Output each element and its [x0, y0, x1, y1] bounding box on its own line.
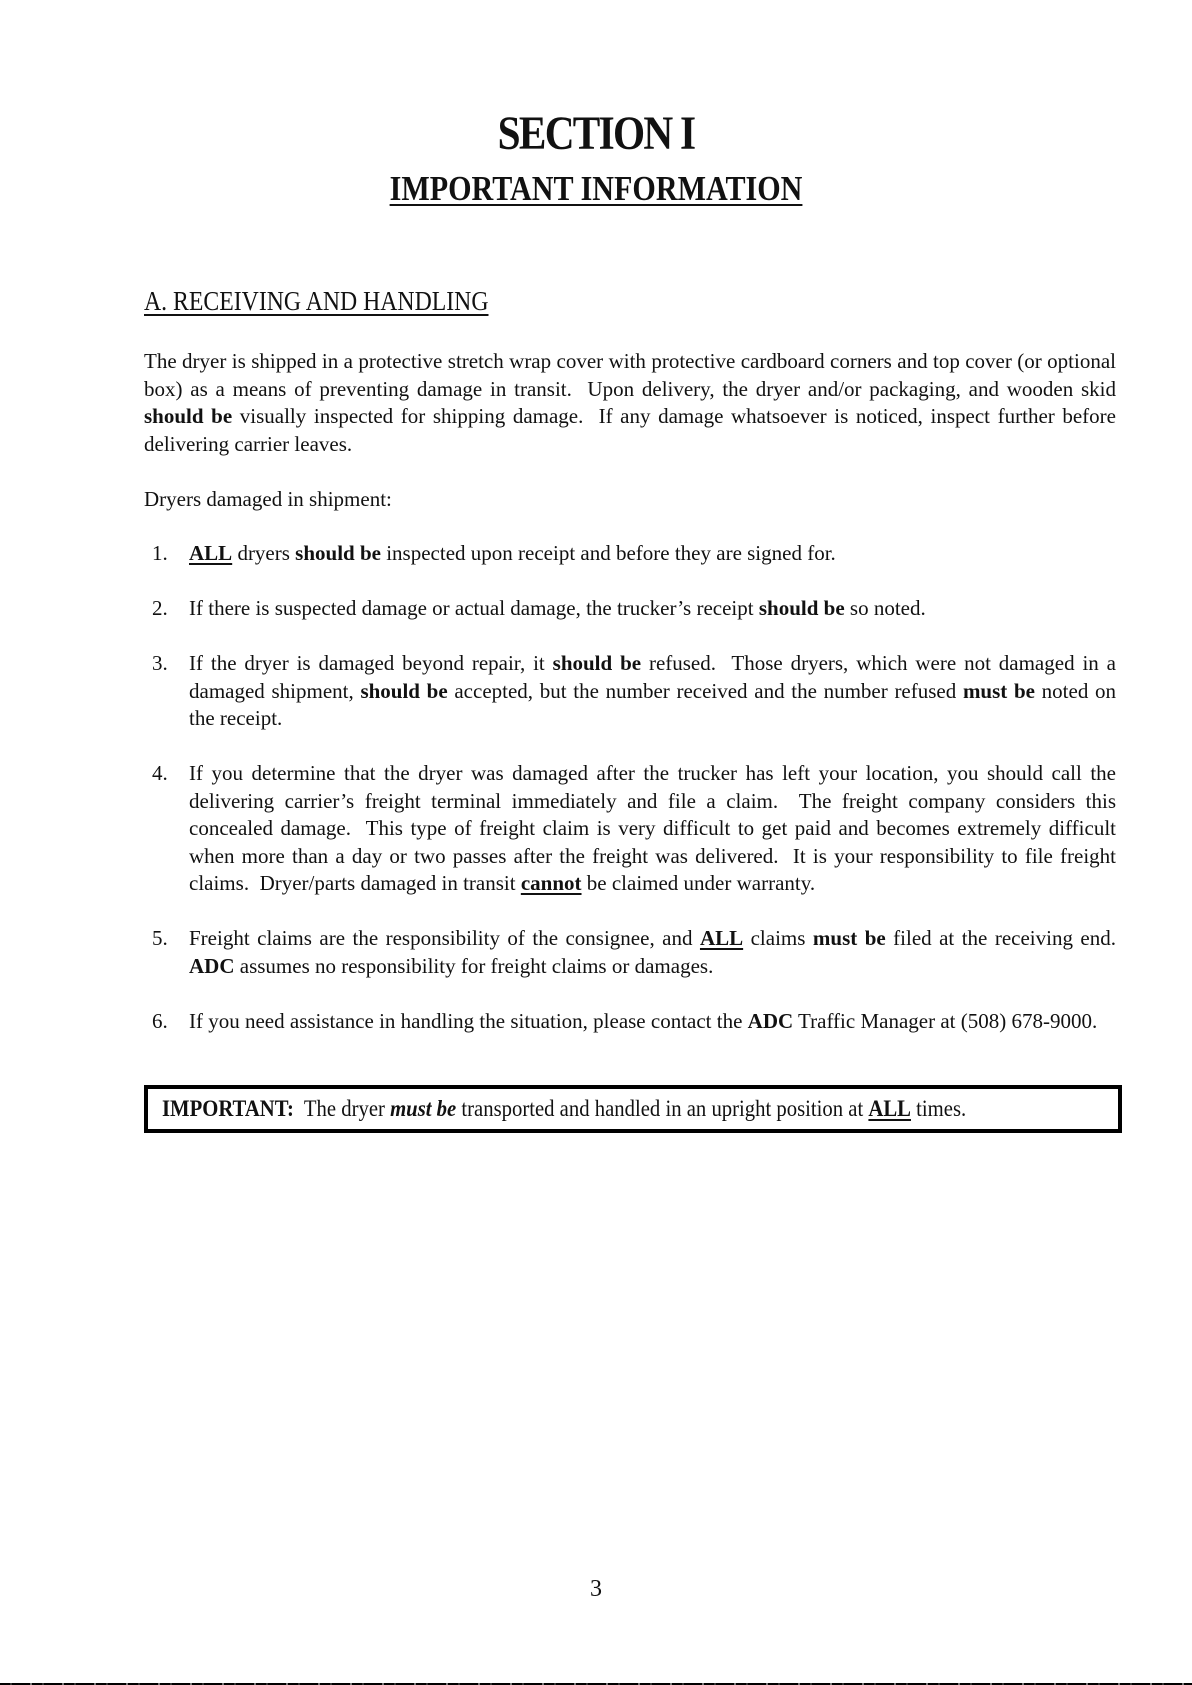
- receiving-handling-heading: A. RECEIVING AND HANDLING: [144, 286, 489, 316]
- text-segment: If the dryer is damaged beyond repair, it: [189, 651, 553, 675]
- list-item: [144, 925, 1127, 980]
- emphasis-text: should be: [360, 678, 448, 703]
- emphasis-text: ADC: [189, 953, 235, 978]
- emphasis-text: ALL: [868, 1096, 911, 1121]
- text-segment: The dryer is shipped in a protective stretch wrap cover with protective cardboard corners and top cover (or optional box) as a means of preventing damage in transit. Upon delivery, the dryer and/or packaging, and wooden skid: [144, 349, 1122, 401]
- page-number: 3: [590, 1576, 602, 1602]
- text-segment: filed at the receiving end.: [885, 926, 1127, 950]
- important-notice-text: [162, 1089, 966, 1129]
- list-item: [144, 595, 1116, 623]
- item-number: 2.: [152, 596, 168, 620]
- text-segment: so noted.: [844, 596, 926, 620]
- text-segment: times.: [910, 1096, 967, 1121]
- damage-instructions-list: [144, 540, 1127, 1063]
- item-text: [189, 761, 1121, 895]
- text-segment: accepted, but the number received and the number refused: [447, 678, 963, 703]
- item-number: 6.: [152, 1008, 168, 1033]
- emphasis-text: ALL: [189, 541, 233, 565]
- item-number: 4.: [152, 761, 168, 785]
- text-segment: If you need assistance in handling the situation, please contact the: [189, 1008, 748, 1033]
- item-number: 1.: [152, 541, 168, 565]
- item-number: 5.: [152, 926, 168, 950]
- emphasis-text: must be: [390, 1096, 457, 1121]
- emphasis-text: must be: [962, 678, 1035, 703]
- item-text: [189, 926, 1127, 978]
- text-segment: The dryer: [293, 1096, 391, 1121]
- text-segment: claims: [743, 926, 813, 950]
- section-subtitle: [0, 168, 1192, 210]
- subtitle-text: IMPORTANT INFORMATION: [389, 169, 803, 208]
- text-segment: Freight claims are the responsibility of the consignee, and: [189, 926, 700, 950]
- important-message: [294, 1096, 966, 1121]
- text-segment: transported and handled in an upright position at: [456, 1096, 869, 1121]
- emphasis-text: ADC: [747, 1008, 794, 1033]
- emphasis-text: should be: [552, 651, 642, 675]
- text-segment: visually inspected for shipping damage. If any damage whatsoever is noticed, inspect further before delivering carrier leaves.: [144, 404, 1122, 456]
- list-item: [144, 650, 1122, 733]
- text-segment: assumes no responsibility for freight claims or damages.: [234, 953, 714, 978]
- text-segment: If there is suspected damage or actual damage, the trucker’s receipt: [189, 596, 759, 620]
- emphasis-text: must be: [812, 926, 886, 950]
- emphasis-text: cannot: [520, 871, 582, 895]
- text-segment: dryers: [232, 541, 296, 565]
- text-segment: be claimed under warranty.: [581, 871, 816, 895]
- emphasis-text: should be: [295, 541, 381, 565]
- list-item: [144, 760, 1122, 898]
- important-notice-box: [144, 1085, 1122, 1133]
- text-segment: If you determine that the dryer was damaged after the trucker has left your location, you should call the delivering carrier’s freight terminal immediately and file a claim. The freight company considers this concealed damage. This type of freight claim is very difficult to get paid and becomes extremely difficult when more than a day or two passes after the freight was delivered. It is your responsibility to file freight claims. Dryer/parts damaged in transit: [189, 761, 1122, 895]
- list-intro: Dryers damaged in shipment:: [144, 487, 392, 511]
- text-segment: noted on the receipt.: [189, 678, 1122, 730]
- emphasis-text: should be: [144, 404, 233, 428]
- item-text: [189, 1009, 1097, 1033]
- text-segment: refused. Those dryers, which were not damaged in a damaged shipment,: [189, 651, 1122, 703]
- text-segment: Traffic Manager at (508) 678-9000.: [793, 1008, 1098, 1033]
- item-number: 3.: [152, 651, 168, 675]
- item-text: [189, 596, 926, 620]
- section-title: SECTION I: [497, 107, 695, 160]
- emphasis-text: should be: [758, 596, 845, 620]
- item-text: [189, 541, 836, 565]
- text-segment: inspected upon receipt and before they are signed for.: [380, 541, 836, 565]
- item-text: [189, 651, 1121, 730]
- important-label: IMPORTANT:: [162, 1096, 294, 1121]
- intro-paragraph: [144, 348, 1122, 458]
- list-item: [144, 540, 1116, 568]
- emphasis-text: ALL: [699, 926, 744, 950]
- list-item: [144, 1008, 1116, 1036]
